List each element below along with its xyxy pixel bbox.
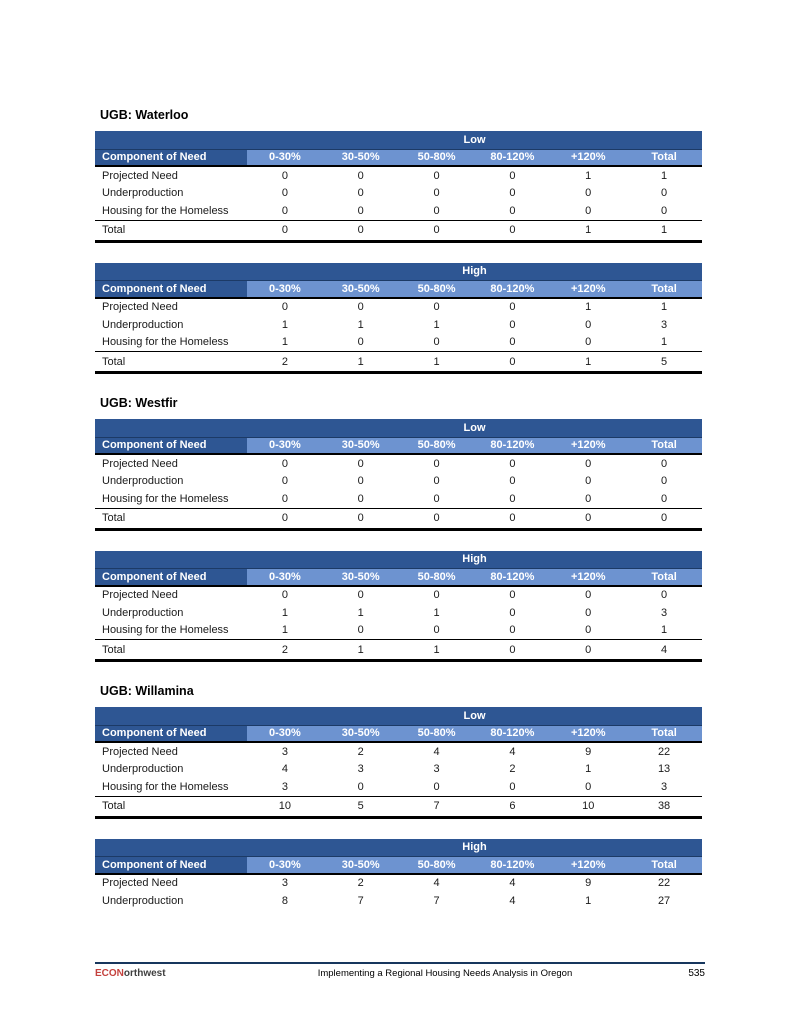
cell-value: 0 [433,624,440,637]
row-header-label: Component of Need [95,725,247,742]
row-header-label: Component of Need [95,149,247,166]
table-row [95,490,702,508]
column-header: Total [626,281,702,298]
cell-value: 2 [509,763,516,775]
cell-value: 2 [357,877,364,889]
cell-value: 1 [661,301,668,313]
column-header: 30-50% [323,569,399,586]
table-row [95,454,702,472]
column-header: 0-30% [247,281,323,298]
scenario-label: Low [247,131,702,149]
row-header-label: Component of Need [95,281,247,298]
cell-value: 0 [433,301,440,313]
total-value: 38 [626,796,702,817]
total-value: 1 [323,352,399,373]
row-label: Housing for the Homeless [102,204,229,217]
column-header: +120% [550,725,626,742]
total-value: 1 [550,352,626,373]
row-label: Projected Need [102,589,178,601]
column-header: +120% [550,281,626,298]
cell-value: 0 [433,457,440,470]
cell-value: 0 [661,492,668,505]
total-value: 0 [323,220,399,241]
column-header-row [95,569,702,586]
row-label: Underproduction [102,475,184,487]
total-value: 0 [474,220,550,241]
cell-value: 0 [509,606,516,619]
scenario-band-row [95,839,702,857]
cell-value: 0 [357,624,364,637]
cell-value: 4 [509,745,516,758]
table-row [95,778,702,796]
column-header: 80-120% [474,437,550,454]
table-row [95,874,702,892]
table-row [95,316,702,334]
needs-table-westfir-high [95,551,800,663]
total-value: 0 [626,508,702,529]
scenario-band-spacer [95,839,247,857]
cell-value: 2 [357,745,364,758]
column-header: +120% [550,857,626,874]
cell-value: 0 [433,169,440,182]
needs-table-high [95,839,702,910]
row-label: Underproduction [102,606,184,619]
row-label: Projected Need [102,745,178,758]
table-row [95,742,702,760]
column-header: 80-120% [474,857,550,874]
column-header: 30-50% [323,437,399,454]
cell-value: 0 [357,169,364,182]
row-label: Projected Need [102,169,178,182]
cell-value: 0 [585,492,592,505]
total-value: 0 [550,640,626,661]
cell-value: 0 [281,589,288,601]
column-header: 50-80% [399,437,475,454]
scenario-band-spacer [95,419,247,437]
total-value: 5 [323,796,399,817]
row-label: Underproduction [102,187,184,199]
cell-value: 0 [281,169,288,182]
total-value: 0 [550,508,626,529]
cell-value: 3 [281,745,288,758]
cell-value: 3 [661,318,668,331]
table-row [95,472,702,490]
cell-value: 1 [281,624,288,637]
cell-value: 0 [281,204,288,217]
cell-value: 0 [357,492,364,505]
table-row [95,586,702,604]
cell-value: 0 [509,492,516,505]
needs-table-low [95,131,702,243]
econorthwest-logo [95,968,245,979]
cell-value: 0 [433,336,440,349]
cell-value: 4 [281,763,288,775]
table-row [95,184,702,202]
section-title-westfir: UGB: Westfir [100,396,178,410]
total-value: 1 [399,352,475,373]
cell-value: 13 [657,763,671,775]
total-value: 0 [474,508,550,529]
cell-value: 1 [281,336,288,349]
column-header-row [95,857,702,874]
section-willamina [95,684,800,910]
scenario-label: High [247,839,702,857]
column-header: 30-50% [323,857,399,874]
cell-value: 3 [433,763,440,775]
cell-value: 0 [357,589,364,601]
row-header-label: Component of Need [95,437,247,454]
column-header: 30-50% [323,281,399,298]
cell-value: 0 [661,457,668,470]
total-row [95,796,702,817]
total-label: Total [95,796,247,817]
total-value: 0 [247,508,323,529]
cell-value: 1 [585,763,592,775]
cell-value: 0 [509,457,516,470]
column-header: 80-120% [474,281,550,298]
cell-value: 3 [281,780,288,793]
cell-value: 0 [357,204,364,217]
scenario-band-spacer [95,551,247,569]
total-label: Total [95,640,247,661]
column-header: +120% [550,149,626,166]
total-row [95,508,702,529]
row-label: Underproduction [102,894,184,907]
cell-value: 1 [661,336,668,349]
total-value: 0 [474,640,550,661]
scenario-band-row [95,551,702,569]
cell-value: 0 [585,318,592,331]
cell-value: 0 [281,301,288,313]
cell-value: 1 [357,606,364,619]
section-westfir [95,396,800,662]
column-header: 30-50% [323,149,399,166]
row-label: Housing for the Homeless [102,780,229,793]
cell-value: 3 [357,763,364,775]
cell-value: 7 [357,894,364,907]
needs-table-low [95,419,702,531]
logo-econ-text: ECON [95,968,124,979]
cell-value: 0 [509,169,516,182]
total-value: 5 [626,352,702,373]
page-number: 535 [688,968,705,979]
cell-value: 0 [585,336,592,349]
cell-value: 22 [657,877,671,889]
column-header: +120% [550,569,626,586]
needs-table-willamina-high-truncated [95,839,800,910]
cell-value: 1 [661,624,668,637]
scenario-label: Low [247,707,702,725]
cell-value: 0 [661,187,668,199]
table-row [95,334,702,352]
column-header: Total [626,857,702,874]
cell-value: 8 [281,894,288,907]
cell-value: 4 [509,894,516,907]
logo-northwest-text: orthwest [123,968,166,979]
cell-value: 1 [433,606,440,619]
total-value: 0 [247,220,323,241]
cell-value: 9 [585,745,592,758]
cell-value: 0 [661,204,668,217]
column-header: 80-120% [474,569,550,586]
row-label: Projected Need [102,877,178,889]
total-value: 2 [247,640,323,661]
total-value: 4 [626,640,702,661]
column-header: 0-30% [247,725,323,742]
total-value: 1 [399,640,475,661]
needs-table-willamina-low [95,707,800,819]
scenario-band-row [95,131,702,149]
cell-value: 0 [281,475,288,487]
page-footer [95,962,705,979]
cell-value: 0 [585,204,592,217]
column-header: 30-50% [323,725,399,742]
total-value: 10 [550,796,626,817]
cell-value: 3 [661,780,668,793]
cell-value: 0 [509,336,516,349]
cell-value: 3 [281,877,288,889]
row-label: Underproduction [102,318,184,331]
column-header: 50-80% [399,857,475,874]
needs-table-high [95,263,702,375]
total-row [95,220,702,241]
row-label: Housing for the Homeless [102,624,229,637]
cell-value: 0 [585,457,592,470]
scenario-band-row [95,419,702,437]
total-label: Total [95,352,247,373]
row-label: Projected Need [102,301,178,313]
needs-table-waterloo-low [95,131,800,243]
row-label: Projected Need [102,457,178,470]
cell-value: 0 [433,204,440,217]
column-header-row [95,149,702,166]
cell-value: 0 [585,589,592,601]
total-value: 0 [399,220,475,241]
total-row [95,352,702,373]
row-label: Housing for the Homeless [102,336,229,349]
section-waterloo [95,108,800,374]
table-row [95,202,702,220]
cell-value: 0 [509,475,516,487]
cell-value: 0 [585,624,592,637]
column-header: +120% [550,437,626,454]
total-value: 2 [247,352,323,373]
cell-value: 0 [357,475,364,487]
cell-value: 1 [433,318,440,331]
column-header-row [95,281,702,298]
cell-value: 0 [357,780,364,793]
scenario-label: High [247,551,702,569]
total-label: Total [95,220,247,241]
cell-value: 0 [661,589,668,601]
column-header: Total [626,569,702,586]
cell-value: 4 [433,877,440,889]
cell-value: 9 [585,877,592,889]
cell-value: 1 [661,169,668,182]
cell-value: 3 [661,606,668,619]
needs-table-waterloo-high [95,263,800,375]
cell-value: 0 [509,204,516,217]
needs-table-low [95,707,702,819]
total-value: 0 [399,508,475,529]
needs-table-high [95,551,702,663]
cell-value: 0 [433,589,440,601]
cell-value: 0 [433,780,440,793]
cell-value: 0 [357,336,364,349]
cell-value: 4 [433,745,440,758]
cell-value: 0 [433,187,440,199]
scenario-band-spacer [95,263,247,281]
cell-value: 0 [585,606,592,619]
scenario-band-row [95,707,702,725]
cell-value: 0 [357,457,364,470]
column-header: 50-80% [399,281,475,298]
total-label: Total [95,508,247,529]
cell-value: 0 [585,187,592,199]
table-row [95,604,702,622]
scenario-label: High [247,263,702,281]
cell-value: 1 [357,318,364,331]
total-value: 10 [247,796,323,817]
total-value: 1 [626,220,702,241]
needs-table-westfir-low [95,419,800,531]
table-row [95,622,702,640]
cell-value: 1 [585,894,592,907]
total-value: 0 [323,508,399,529]
column-header: 0-30% [247,569,323,586]
row-header-label: Component of Need [95,857,247,874]
table-row [95,298,702,316]
column-header: 50-80% [399,725,475,742]
cell-value: 0 [585,475,592,487]
row-label: Housing for the Homeless [102,492,229,505]
footer-report-title: Implementing a Regional Housing Needs Analysis in Oregon [317,968,573,979]
cell-value: 0 [509,301,516,313]
total-value: 1 [550,220,626,241]
column-header: 0-30% [247,437,323,454]
cell-value: 7 [433,894,440,907]
cell-value: 27 [657,894,671,907]
row-header-label: Component of Need [95,569,247,586]
table-row [95,892,702,910]
column-header: Total [626,437,702,454]
cell-value: 0 [509,624,516,637]
section-title-willamina: UGB: Willamina [100,684,194,698]
total-row [95,640,702,661]
table-row [95,760,702,778]
section-title-waterloo: UGB: Waterloo [100,108,189,122]
cell-value: 1 [585,301,592,313]
column-header: 80-120% [474,725,550,742]
cell-value: 0 [585,780,592,793]
cell-value: 0 [357,187,364,199]
column-header: 80-120% [474,149,550,166]
total-value: 7 [399,796,475,817]
scenario-label: Low [247,419,702,437]
cell-value: 0 [357,301,364,313]
total-value: 1 [323,640,399,661]
cell-value: 22 [657,745,671,758]
column-header-row [95,437,702,454]
scenario-band-spacer [95,131,247,149]
cell-value: 0 [509,780,516,793]
column-header: Total [626,725,702,742]
cell-value: 0 [281,492,288,505]
cell-value: 0 [509,318,516,331]
cell-value: 1 [585,169,592,182]
table-row [95,166,702,184]
cell-value: 1 [281,318,288,331]
total-value: 0 [474,352,550,373]
scenario-band-spacer [95,707,247,725]
column-header: 50-80% [399,149,475,166]
cell-value: 4 [509,877,516,889]
row-label: Underproduction [102,763,184,775]
cell-value: 0 [509,187,516,199]
scenario-band-row [95,263,702,281]
cell-value: 1 [281,606,288,619]
column-header-row [95,725,702,742]
total-value: 6 [474,796,550,817]
cell-value: 0 [281,187,288,199]
column-header: 50-80% [399,569,475,586]
column-header: 0-30% [247,149,323,166]
cell-value: 0 [509,589,516,601]
cell-value: 0 [281,457,288,470]
cell-value: 0 [433,475,440,487]
column-header: 0-30% [247,857,323,874]
column-header: Total [626,149,702,166]
cell-value: 0 [661,475,668,487]
cell-value: 0 [433,492,440,505]
